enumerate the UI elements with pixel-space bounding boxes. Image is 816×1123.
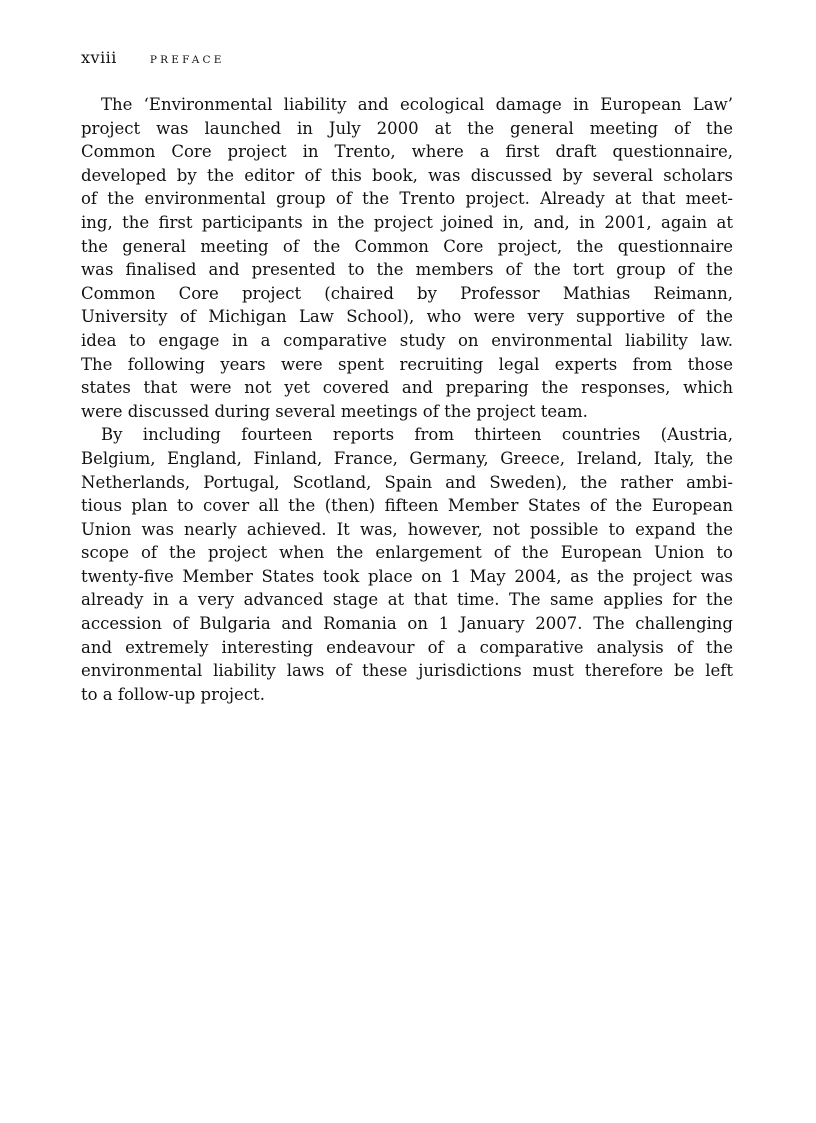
text-line: project was launched in July 2000 at the general meeting of the: [81, 118, 733, 138]
text-line: University of Michigan Law School), who were very supportive of the: [81, 307, 733, 327]
text-line: environmental liability laws of these jurisdictions must therefore be left: [81, 661, 733, 681]
paragraph: [81, 93, 733, 423]
text-line: The following years were spent recruiting legal experts from those: [81, 354, 733, 374]
text-line: tious plan to cover all the (then) fifteen Member States of the European: [81, 496, 733, 516]
text-line: Common Core project in Trento, where a first draft questionnaire,: [81, 142, 733, 162]
text-line: to a follow-up project.: [81, 684, 265, 704]
text-line: developed by the editor of this book, was discussed by several scholars: [81, 165, 733, 185]
text-line: already in a very advanced stage at that time. The same applies for the: [81, 590, 733, 610]
text-line: Belgium, England, Finland, France, Germany, Greece, Ireland, Italy, the: [81, 448, 733, 468]
body-text: [81, 93, 733, 706]
text-line: states that were not yet covered and preparing the responses, which: [81, 378, 733, 398]
text-line: the general meeting of the Common Core project, the questionnaire: [81, 236, 733, 256]
text-line: twenty-five Member States took place on 1 May 2004, as the project was: [81, 566, 733, 586]
page-number: xviii: [81, 48, 117, 67]
text-line: of the environmental group of the Trento project. Already at that meet-: [81, 189, 733, 209]
text-line: Netherlands, Portugal, Scotland, Spain and Sweden), the rather ambi-: [81, 472, 733, 492]
text-line: Union was nearly achieved. It was, however, not possible to expand the: [81, 519, 733, 539]
section-title: PREFACE: [149, 54, 225, 66]
text-line: By including fourteen reports from thirteen countries (Austria,: [101, 425, 733, 445]
text-line: idea to engage in a comparative study on environmental liability law.: [81, 330, 733, 350]
text-line: ing, the first participants in the project joined in, and, in 2001, again at: [81, 212, 733, 232]
text-line: and extremely interesting endeavour of a comparative analysis of the: [81, 637, 733, 657]
text-line: was finalised and presented to the members of the tort group of the: [81, 260, 733, 280]
text-line: The ‘Environmental liability and ecological damage in European Law’: [101, 95, 733, 114]
text-line: Common Core project (chaired by Professor Mathias Reimann,: [81, 283, 733, 303]
running-head: [81, 48, 225, 70]
paragraph: [81, 423, 733, 706]
text-line: scope of the project when the enlargement of the European Union to: [81, 543, 733, 563]
text-line: were discussed during several meetings of the project team.: [81, 401, 588, 421]
text-line: accession of Bulgaria and Romania on 1 January 2007. The challenging: [81, 614, 733, 634]
